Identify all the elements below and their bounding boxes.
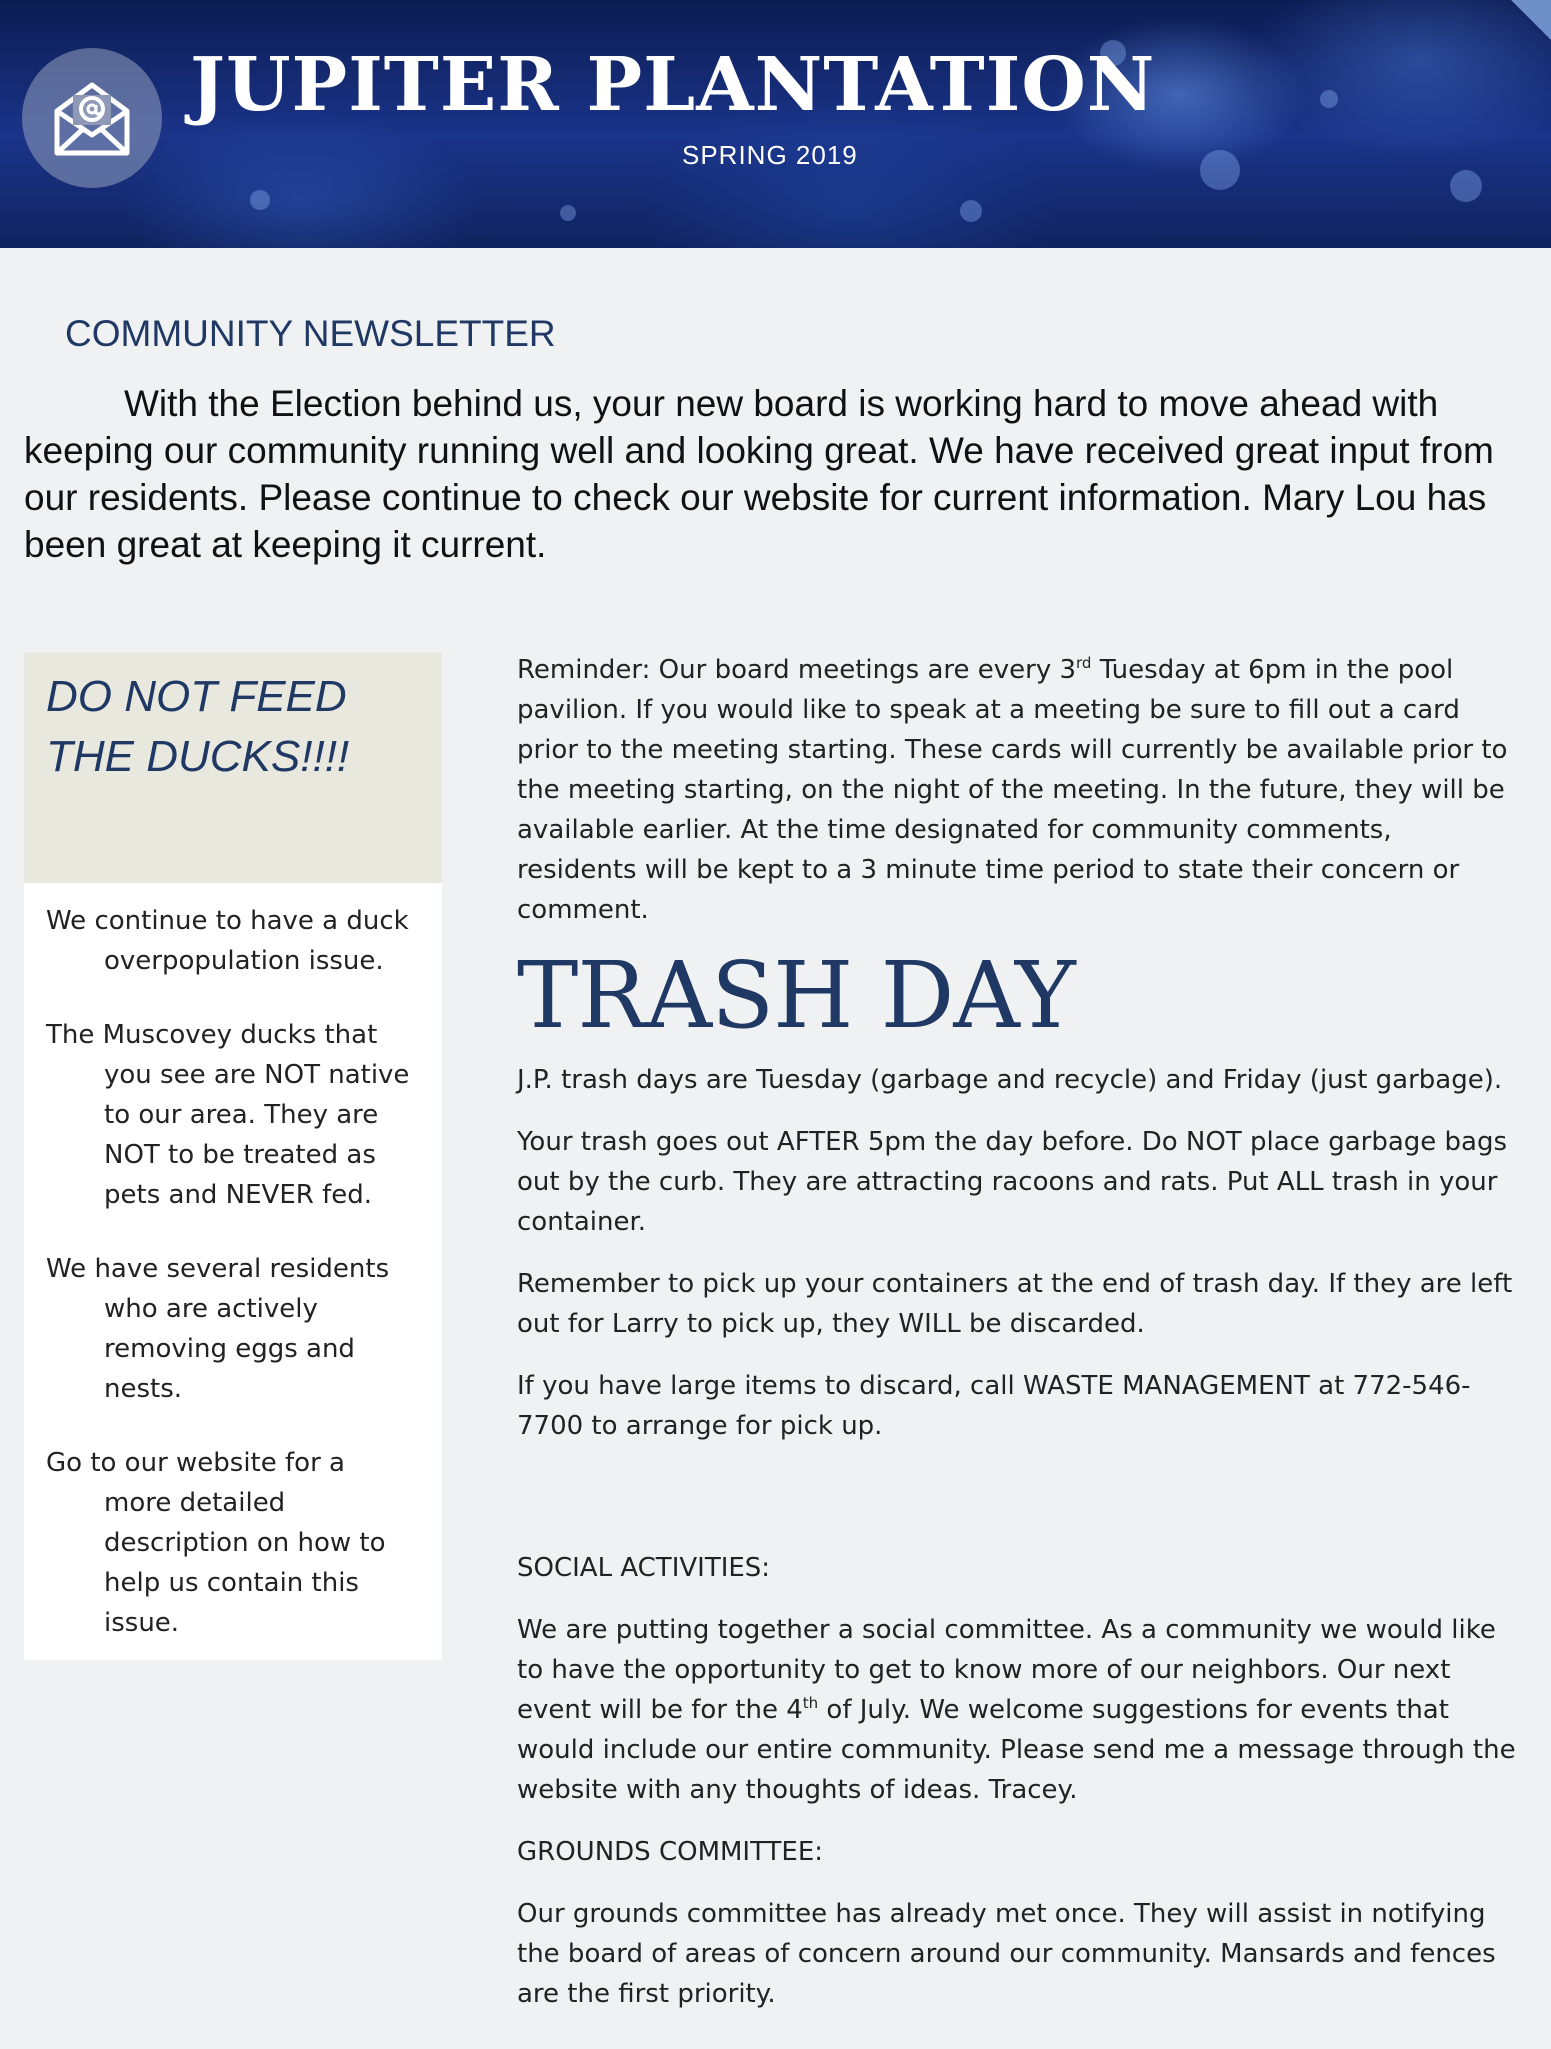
sidebar-paragraph: Go to our website for a more detailed description on how to help us contain this issue. [46,1448,386,1638]
main-column [517,650,1517,2014]
trash-paragraph: J.P. trash days are Tuesday (garbage and recycle) and Friday (just garbage). [517,1065,1503,1095]
section-heading: COMMUNITY NEWSLETTER [65,313,556,354]
sidebar-heading [46,667,420,787]
trash-paragraph: If you have large items to discard, call WASTE MANAGEMENT at 772-546-7700 to arrange for pick up. [517,1371,1471,1441]
sidebar-paragraph: We continue to have a duck overpopulation issue. [46,906,409,976]
sidebar-heading-line-2: THE DUCKS!!!! [46,732,350,781]
email-envelope-icon [22,48,162,188]
trash-paragraph: Remember to pick up your containers at the end of trash day. If they are left out for Larry to pick up, they WILL be discarded. [517,1269,1513,1339]
trash-paragraph: Your trash goes out AFTER 5pm the day before. Do NOT place garbage bags out by the curb. They are attracting racoons and rats. Put ALL trash in your container. [517,1127,1508,1237]
sidebar-paragraph: We have several residents who are actively removing eggs and nests. [46,1254,390,1404]
issue-date: SPRING 2019 [682,140,858,170]
social-activities-heading: SOCIAL ACTIVITIES: [517,1553,771,1583]
grounds-committee-text: Our grounds committee has already met once. They will assist in notifying the board of areas of concern around our community. Mansards and fences are the first priority. [517,1899,1496,2009]
social-activities-text: We are putting together a social committee. As a community we would like to have the opportunity to get to know more of our neighbors. Our next event will be for the 4th of July. We welcome suggestions for events that would include our entire community. Please send me a message through the website with any thoughts of ideas. Tracey. [517,1615,1516,1805]
masthead-banner [0,0,1551,248]
meeting-reminder: Reminder: Our board meetings are every 3rd Tuesday at 6pm in the pool pavilion. If you would like to speak at a meeting be sure to fill out a card prior to the meeting starting. These cards will currently be available prior to the meeting starting, on the night of the meeting. In the future, they will be available earlier. At the time designated for community comments, residents will be kept to a 3 minute time period to state their concern or comment. [517,654,1508,925]
grounds-committee-heading: GROUNDS COMMITTEE: [517,1837,824,1867]
trash-day-heading: TRASH DAY [517,942,1075,1049]
intro-paragraph: With the Election behind us, your new board is working hard to move ahead with keeping our community running well and looking great. We have received great input from our residents. Please continue to check our website for current information. Mary Lou has been great at keeping it current. [24,383,1494,565]
sidebar-paragraph: The Muscovey ducks that you see are NOT native to our area. They are NOT to be treated as pets and NEVER fed. [46,1020,410,1210]
sidebar-callout-body [24,883,442,1660]
sidebar-heading-line-1: DO NOT FEED [46,672,347,721]
page-corner [1511,0,1551,40]
sidebar-callout-header [24,653,442,883]
newsletter-title: JUPITER PLANTATION [190,42,1156,128]
